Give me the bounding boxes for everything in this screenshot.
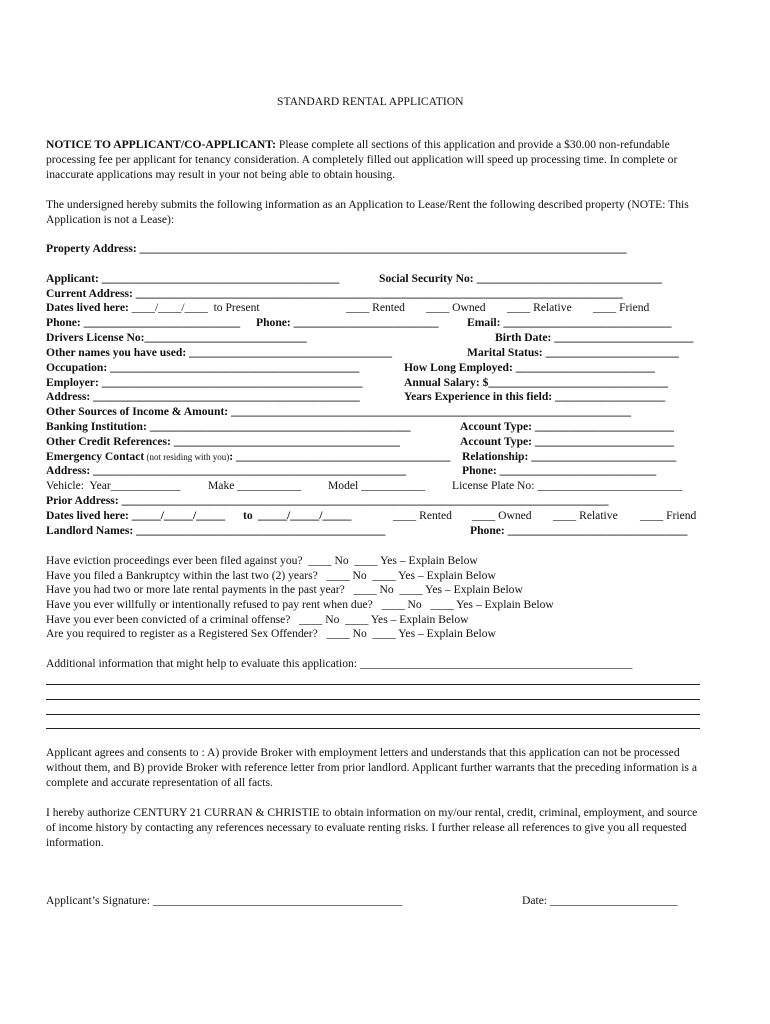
account-type-field-2[interactable]: Account Type: ________________________ (460, 435, 675, 448)
years-experience-field[interactable]: Years Experience in this field: ___________________ (404, 390, 666, 403)
other-income-field[interactable]: Other Sources of Income & Amount: _____________________________________________________________________ (46, 405, 632, 418)
additional-info-line-1[interactable] (46, 684, 700, 685)
emergency-contact-line: : _____________________________________ (229, 450, 451, 463)
prior-dates-to-label: to (243, 509, 253, 522)
relative-option[interactable]: ____ Relative (507, 301, 572, 314)
ssn-field[interactable]: Social Security No: ________________________________ (379, 272, 663, 285)
emergency-contact-field[interactable] (46, 450, 450, 464)
vehicle-year-text: Vehicle: Year____________ (46, 479, 181, 492)
question-late-payments[interactable]: Have you had two or more late rental payments in the past year? ____ No ____ Yes – Explain Below (46, 583, 523, 596)
landlord-names-field[interactable]: Landlord Names: ___________________________________________ (46, 524, 386, 537)
emergency-address-field[interactable]: Address: ______________________________________________________ (46, 464, 407, 477)
license-plate-field[interactable]: License Plate No: _________________________ (452, 479, 683, 492)
dates-lived-label: Dates lived here: (46, 301, 132, 314)
prior-relative-option[interactable]: ____ Relative (553, 509, 618, 522)
additional-info-field[interactable]: Additional information that might help to evaluate this application: _______________________________________________ (46, 657, 633, 670)
annual-salary-field[interactable]: Annual Salary: $_______________________________ (404, 376, 669, 389)
question-sex-offender[interactable]: Are you required to register as a Registered Sex Offender? ____ No ____ Yes – Explain Below (46, 627, 496, 640)
account-type-field-1[interactable]: Account Type: ________________________ (460, 420, 675, 433)
phone-field-1[interactable]: Phone: ___________________________ (46, 316, 241, 329)
vehicle-make-field[interactable]: Make ___________ (208, 479, 302, 492)
relationship-field[interactable]: Relationship: _________________________ (462, 450, 677, 463)
notice-lead: NOTICE TO APPLICANT/CO-APPLICANT: (46, 138, 276, 151)
rented-option[interactable]: ____ Rented (346, 301, 405, 314)
marital-status-field[interactable]: Marital Status: _______________________ (467, 346, 679, 359)
notice-body: Please complete all sections of this application and provide a $30.00 non-refundable processing fee per applicant for tenancy consideration. A completely filled out application will speed up processing time. In complete or inaccurate applications may result in your not being able to obtain housing. (46, 138, 678, 181)
notice-paragraph (46, 137, 706, 182)
prior-owned-option[interactable]: ____ Owned (472, 509, 532, 522)
dates-lived-blanks[interactable]: ____/____/____ to Present (131, 301, 260, 314)
question-criminal-offense[interactable]: Have you ever been convicted of a criminal offense? ____ No ____ Yes – Explain Below (46, 613, 469, 626)
other-names-field[interactable]: Other names you have used: ___________________________________ (46, 346, 392, 359)
emergency-contact-label: Emergency Contact (46, 450, 145, 463)
page-title: STANDARD RENTAL APPLICATION (277, 95, 464, 108)
email-field[interactable]: Email: _____________________________ (467, 316, 672, 329)
employer-field[interactable]: Employer: _____________________________________________ (46, 376, 363, 389)
how-long-employed-field[interactable]: How Long Employed: ________________________ (404, 361, 655, 374)
friend-option[interactable]: ____ Friend (593, 301, 650, 314)
question-refused-rent[interactable]: Have you ever willfully or intentionally refused to pay rent when due? ____ No ____ Yes – Explain Below (46, 598, 554, 611)
vehicle-year-field[interactable] (46, 479, 180, 493)
landlord-phone-field[interactable]: Phone: _______________________________ (470, 524, 688, 537)
date-field[interactable]: Date: ______________________ (522, 894, 678, 907)
prior-address-field[interactable]: Prior Address: ____________________________________________________________________________________ (46, 494, 609, 507)
drivers-license-field[interactable]: Drivers License No:____________________________ (46, 331, 307, 344)
applicant-field[interactable]: Applicant: _________________________________________ (46, 272, 340, 285)
vehicle-model-field[interactable]: Model ___________ (328, 479, 425, 492)
question-bankruptcy[interactable]: Have you filed a Bankruptcy within the last two (2) years? ____ No ____ Yes – Explain Below (46, 569, 496, 582)
phone-field-2[interactable]: Phone: _________________________ (256, 316, 439, 329)
additional-info-line-2[interactable] (46, 699, 700, 700)
prior-friend-option[interactable]: ____ Friend (640, 509, 697, 522)
banking-institution-field[interactable]: Banking Institution: _____________________________________________ (46, 420, 411, 433)
emergency-contact-note: (not residing with you) (144, 452, 230, 462)
credit-references-field[interactable]: Other Credit References: _______________________________________ (46, 435, 400, 448)
emergency-phone-field[interactable]: Phone: ___________________________ (462, 464, 657, 477)
additional-info-line-4[interactable] (46, 728, 700, 729)
prior-dates-to-field[interactable]: _____/_____/_____ (258, 509, 352, 522)
prior-rented-option[interactable]: ____ Rented (393, 509, 452, 522)
authorization-paragraph: I hereby authorize CENTURY 21 CURRAN & CHRISTIE to obtain information on my/our rental, credit, criminal, employment, and source of income history by contacting any references necessary to evaluate renting risks. I further release all references to give you all requested information. (46, 806, 698, 849)
signature-field[interactable]: Applicant’s Signature: ___________________________________________ (46, 894, 403, 907)
birth-date-field[interactable]: Birth Date: ________________________ (495, 331, 694, 344)
consent-paragraph: Applicant agrees and consents to : A) provide Broker with employment letters and understands that this application can not be processed without them, and B) provide Broker with reference letter from prior landlord. Applicant further warrants that the preceding information is a complete and accurate representation of all facts. (46, 746, 697, 789)
property-address-field[interactable]: Property Address: ____________________________________________________________________________________ (46, 242, 627, 255)
current-address-field[interactable]: Current Address: ____________________________________________________________________________________ (46, 287, 623, 300)
question-eviction[interactable]: Have eviction proceedings ever been filed against you? ____ No ____ Yes – Explain Below (46, 554, 478, 567)
intro-paragraph: The undersigned hereby submits the following information as an Application to Lease/Rent the following described property (NOTE: This Application is not a Lease): (46, 198, 689, 226)
occupation-field[interactable]: Occupation: ___________________________________________ (46, 361, 360, 374)
additional-info-line-3[interactable] (46, 714, 700, 715)
prior-dates-from-field[interactable]: Dates lived here: _____/_____/_____ (46, 509, 226, 522)
employer-address-field[interactable]: Address: ______________________________________________ (46, 390, 360, 403)
owned-option[interactable]: ____ Owned (426, 301, 486, 314)
dates-lived-line (46, 301, 260, 315)
